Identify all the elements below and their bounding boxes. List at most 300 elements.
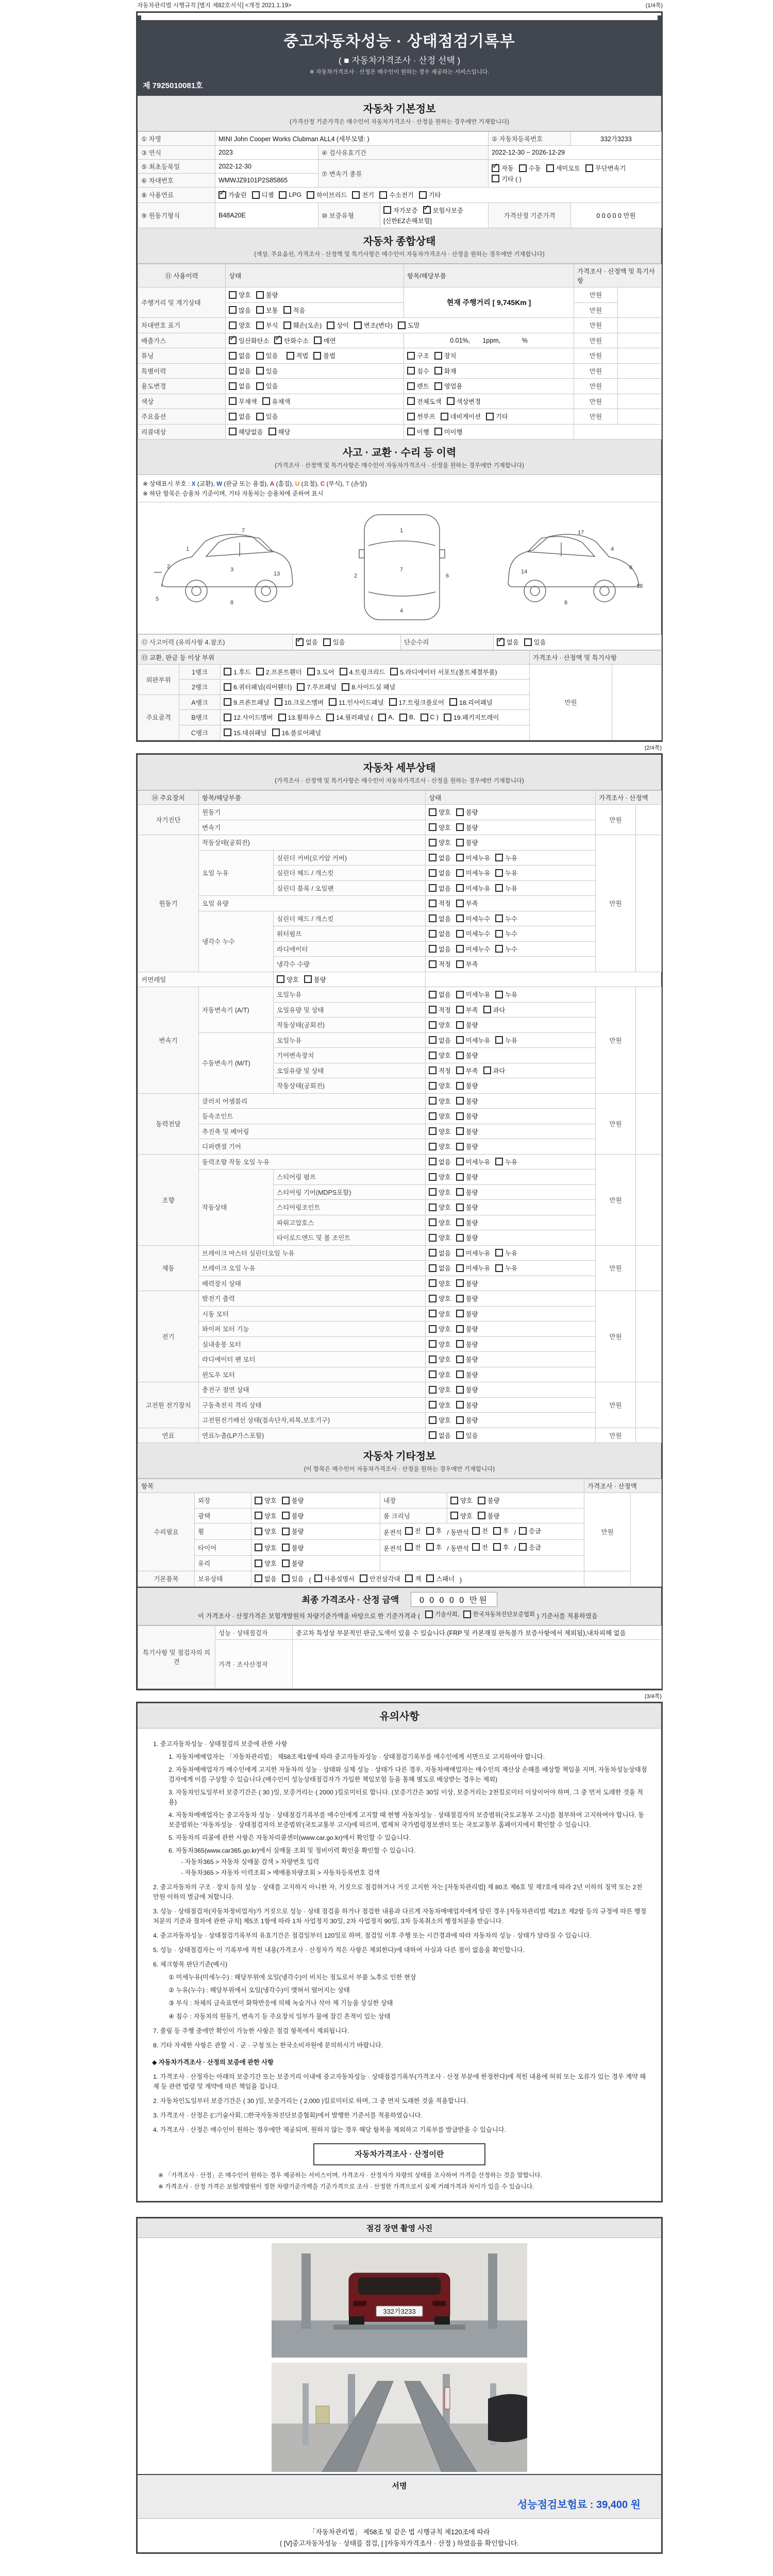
checkbox-option[interactable] <box>456 959 478 969</box>
checkbox-option[interactable] <box>229 381 251 391</box>
checkbox-option[interactable] <box>405 1543 421 1552</box>
checkbox-option[interactable] <box>495 990 517 999</box>
checkbox-option[interactable] <box>429 929 451 938</box>
checkbox-option[interactable] <box>429 1233 451 1242</box>
checkbox-option[interactable] <box>229 351 251 360</box>
table-cell: 색상 <box>138 394 226 409</box>
checkbox-option[interactable] <box>389 698 444 707</box>
checkbox-option[interactable] <box>429 899 451 908</box>
checkbox-option[interactable] <box>429 1172 451 1181</box>
checkbox-option[interactable] <box>277 975 299 984</box>
checkbox-option[interactable] <box>429 1081 451 1090</box>
notice-line: 5. 자동차의 리콜에 관한 사항은 자동차리콜센터(www.car.go.kr)에서 확인할 수 있습니다. <box>169 1834 411 1841</box>
table-cell: ⑭ 주요장치 <box>138 791 199 805</box>
checkbox-option[interactable] <box>256 290 278 299</box>
checkbox-option[interactable] <box>399 714 415 721</box>
unchecked-checkbox-icon <box>434 382 442 390</box>
table-cell: 배력장치 상태 <box>199 1276 426 1291</box>
checkbox-option[interactable] <box>456 899 478 908</box>
checkbox-option[interactable] <box>456 1081 478 1090</box>
svg-text:6: 6 <box>629 565 633 571</box>
notice-line: 6. 체크항목 판단기준(예시) <box>153 1961 228 1969</box>
checkbox-option[interactable] <box>282 1543 304 1552</box>
checkbox-label: 미이행 <box>444 428 463 436</box>
checkbox-cell <box>226 394 404 409</box>
unchecked-checkbox-icon <box>360 1574 367 1582</box>
unchecked-checkbox-icon <box>224 728 231 736</box>
checkbox-option[interactable] <box>275 698 324 707</box>
checkbox-option[interactable] <box>478 1511 500 1520</box>
checkbox-option[interactable] <box>252 190 274 199</box>
checkbox-option[interactable] <box>255 1496 277 1505</box>
checkbox-option[interactable] <box>256 667 302 676</box>
unchecked-checkbox-icon <box>456 1234 464 1242</box>
checkbox-option[interactable] <box>256 320 278 330</box>
checkbox-option[interactable] <box>383 206 418 215</box>
checkbox-option[interactable] <box>456 1279 478 1288</box>
overall-state-table <box>138 264 662 439</box>
checkbox-option[interactable] <box>456 1309 478 1318</box>
table-cell: B랭크 <box>179 710 221 725</box>
unchecked-checkbox-icon <box>282 1528 290 1535</box>
checkbox-option[interactable] <box>456 1400 478 1410</box>
notice-line: 2. 중고자동차의 구조 · 장치 등의 성능 · 상태를 고지하지 아니한 자, 거짓으로 점검하거나 거짓 고지한 자는 [자동차관리법] 제 80조 제6호 및 제7호에 따라 2년 이하의 징역 또는 2천만원 이하의 벌금에 처합니다. <box>153 1884 643 1901</box>
checkbox-option[interactable] <box>262 397 291 406</box>
checkbox-option[interactable] <box>390 667 497 676</box>
checkbox-option[interactable] <box>447 397 481 406</box>
checkbox-option[interactable] <box>429 990 451 999</box>
checkbox-option[interactable] <box>314 1574 355 1583</box>
checkbox-option[interactable] <box>456 1324 478 1333</box>
table-cell: 클러치 어셈블리 <box>199 1093 426 1109</box>
checkbox-label: 7.루프패널 <box>307 684 337 691</box>
checkbox-option[interactable] <box>450 1511 473 1520</box>
checkbox-option[interactable] <box>256 381 278 391</box>
checkbox-option[interactable] <box>456 868 491 877</box>
checkbox-option[interactable] <box>456 1263 491 1273</box>
table-cell: ④ 검사유효기간 <box>318 146 489 160</box>
checkbox-option[interactable] <box>429 868 451 877</box>
checkbox-option[interactable] <box>429 1431 451 1440</box>
checkbox-option[interactable] <box>326 713 373 722</box>
checkbox-option[interactable] <box>278 713 322 722</box>
checkbox-option[interactable] <box>429 1111 451 1121</box>
table-cell: 원동기 <box>138 835 199 972</box>
checkbox-option[interactable] <box>456 1233 478 1242</box>
checkbox-option[interactable] <box>492 163 514 173</box>
checkbox-option[interactable] <box>429 1127 451 1136</box>
checkbox-option[interactable] <box>282 1574 304 1583</box>
checkbox-option[interactable] <box>256 351 278 360</box>
checkbox-option[interactable] <box>434 381 463 391</box>
checkbox-option[interactable] <box>272 728 322 737</box>
checkbox-option[interactable] <box>434 366 457 376</box>
checkbox-option[interactable] <box>429 1066 451 1075</box>
checkbox-option[interactable] <box>456 1142 478 1151</box>
unchecked-checkbox-icon <box>307 668 315 675</box>
checkbox-option[interactable] <box>585 163 626 173</box>
unchecked-checkbox-icon <box>429 1279 436 1287</box>
checkbox-label: 양호 <box>439 1401 451 1409</box>
checkbox-option[interactable] <box>405 1526 421 1535</box>
checkbox-option[interactable] <box>444 713 499 722</box>
checkbox-option[interactable] <box>495 1263 517 1273</box>
checkbox-label: 부족 <box>465 961 478 968</box>
table-cell: 시동 모터 <box>199 1306 426 1321</box>
checkbox-label: 적음 <box>293 307 306 314</box>
checkbox-label: 없음 <box>306 639 318 646</box>
checkbox-option[interactable] <box>493 1543 509 1552</box>
checkbox-label: 있음 <box>533 639 546 646</box>
checkbox-option[interactable] <box>342 682 395 691</box>
checkbox-option[interactable] <box>256 366 278 376</box>
checkbox-option[interactable] <box>456 1066 478 1075</box>
checkbox-option[interactable] <box>282 1496 304 1505</box>
checkbox-option[interactable] <box>429 1157 451 1166</box>
unchecked-checkbox-icon <box>456 1340 464 1348</box>
checkbox-option[interactable] <box>456 838 478 847</box>
checkbox-option[interactable] <box>472 1543 488 1552</box>
checkbox-option[interactable] <box>456 914 491 923</box>
checkbox-option[interactable] <box>456 1431 478 1440</box>
checkbox-option[interactable] <box>456 929 491 938</box>
checkbox-option[interactable] <box>314 336 336 345</box>
checkbox-option[interactable] <box>472 1526 488 1535</box>
svg-text:7: 7 <box>242 528 245 534</box>
checkbox-option[interactable] <box>255 1574 277 1583</box>
engine-type-value: B48A20E <box>215 202 318 228</box>
checkbox-option[interactable] <box>429 1202 451 1212</box>
checkbox-label: 안전삼각대 <box>369 1575 400 1583</box>
checkbox-option[interactable] <box>327 320 349 330</box>
svg-text:5: 5 <box>156 596 159 602</box>
checkbox-label: 12.사이드멤버 <box>233 714 273 721</box>
checkbox-label: 양호 <box>239 292 251 299</box>
checkbox-option[interactable] <box>429 1370 451 1379</box>
checkbox-option[interactable] <box>255 1511 277 1520</box>
checkbox-option[interactable] <box>307 190 347 199</box>
checkbox-option[interactable] <box>456 853 491 862</box>
checkbox-option[interactable] <box>456 1050 478 1060</box>
checkbox-cell <box>426 1184 596 1200</box>
checkbox-option[interactable] <box>519 1526 541 1535</box>
checkbox-option[interactable] <box>519 163 541 173</box>
checkbox-option[interactable] <box>407 351 429 360</box>
checkbox-label: 전 <box>481 1528 488 1535</box>
checkbox-option[interactable] <box>492 174 522 183</box>
unchecked-checkbox-icon <box>456 1127 464 1135</box>
checkbox-option[interactable] <box>434 427 463 436</box>
checkbox-option[interactable] <box>283 320 322 330</box>
checkbox-option[interactable] <box>429 1020 451 1029</box>
checkbox-option[interactable] <box>268 427 291 436</box>
checkbox-option[interactable] <box>405 1574 421 1583</box>
checkbox-option[interactable] <box>524 637 546 647</box>
checkbox-label: 탄화수소 <box>284 337 309 345</box>
checkbox-option[interactable] <box>407 397 442 406</box>
table-cell: 리콜대상 <box>138 424 226 439</box>
checkbox-label: 무단변속기 <box>595 165 626 172</box>
checkbox-option[interactable] <box>304 975 326 984</box>
checkbox-option[interactable] <box>456 1036 491 1045</box>
checkbox-option[interactable] <box>426 1526 442 1535</box>
checkbox-option[interactable] <box>429 1324 451 1333</box>
checkbox-option[interactable] <box>429 1354 451 1364</box>
checkbox-label: 침수 <box>417 367 429 375</box>
checkbox-option[interactable] <box>224 682 292 691</box>
unchecked-checkbox-icon <box>224 714 231 721</box>
checkbox-cell <box>426 1336 596 1352</box>
checkbox-option[interactable] <box>486 412 508 421</box>
checkbox-option[interactable] <box>229 427 263 436</box>
checkbox-option[interactable] <box>456 944 491 954</box>
checkbox-label: 적정 <box>439 1006 451 1014</box>
checkbox-option[interactable] <box>255 1543 277 1552</box>
checkbox-option[interactable] <box>456 1218 478 1227</box>
checkbox-option[interactable] <box>478 1496 500 1505</box>
checkbox-option[interactable] <box>429 959 451 969</box>
checkbox-option[interactable] <box>450 1496 473 1505</box>
checkbox-option[interactable] <box>456 823 478 832</box>
checkbox-option[interactable] <box>456 1370 478 1379</box>
checkbox-option[interactable] <box>229 336 269 345</box>
checkbox-option[interactable] <box>456 1294 478 1303</box>
checkbox-option[interactable] <box>224 698 270 707</box>
section-notice-header <box>138 1703 661 1728</box>
checkbox-option[interactable] <box>483 1066 506 1075</box>
checkbox-option[interactable] <box>423 206 463 215</box>
checkbox-option[interactable] <box>398 320 420 330</box>
checkbox-option[interactable] <box>483 1005 506 1014</box>
checkbox-option[interactable] <box>323 637 345 647</box>
checkbox-option[interactable] <box>229 366 251 376</box>
unchecked-checkbox-icon <box>429 1188 436 1196</box>
page-marker-2: (2/4쪽) <box>644 745 662 751</box>
checkbox-option[interactable] <box>279 191 301 199</box>
checkbox-option[interactable] <box>456 1111 478 1121</box>
checkbox-option[interactable] <box>429 1218 451 1227</box>
table-cell: 광택 <box>195 1508 251 1523</box>
table-cell: 원동기 <box>199 805 426 820</box>
table-cell <box>618 379 662 394</box>
checkbox-label: 없음 <box>439 1249 451 1257</box>
checkbox-option[interactable] <box>224 667 251 676</box>
checkbox-option[interactable] <box>519 1543 541 1552</box>
checkbox-option[interactable] <box>429 1050 451 1060</box>
checkbox-option[interactable] <box>429 1096 451 1106</box>
checkbox-option[interactable] <box>256 306 278 315</box>
checkbox-option[interactable] <box>456 1415 478 1425</box>
checkbox-option[interactable] <box>429 1400 451 1410</box>
checkbox-option[interactable] <box>426 1543 442 1552</box>
checkbox-option[interactable] <box>497 637 519 647</box>
table-cell <box>636 987 662 1094</box>
table-cell: 만원 <box>574 287 618 303</box>
checkbox-option[interactable] <box>274 336 309 345</box>
checkbox-option[interactable] <box>407 366 429 376</box>
checkbox-label: 수소전기 <box>389 192 414 199</box>
unchecked-checkbox-icon <box>456 869 464 877</box>
checkbox-option[interactable] <box>340 667 385 676</box>
checkbox-option[interactable] <box>229 290 251 299</box>
checkbox-option[interactable] <box>434 351 457 360</box>
unchecked-checkbox-icon <box>495 930 503 938</box>
checkbox-option[interactable] <box>360 1574 400 1583</box>
checkbox-label: 양호 <box>439 1234 451 1242</box>
checkbox-label: 누유 <box>505 885 518 892</box>
checkbox-option[interactable] <box>421 714 439 721</box>
unchecked-checkbox-icon <box>429 1143 436 1150</box>
checkbox-option[interactable] <box>546 163 581 173</box>
checkbox-option[interactable] <box>429 1279 451 1288</box>
checkbox-option[interactable] <box>456 990 491 999</box>
checkbox-label: 기타 <box>496 413 508 420</box>
option-text: [신한EZ손해보험] <box>383 217 432 225</box>
checkbox-option[interactable] <box>329 698 383 707</box>
unchecked-checkbox-icon <box>429 1264 436 1272</box>
checkbox-option[interactable] <box>313 351 335 360</box>
checkbox-option[interactable] <box>449 698 493 707</box>
checkbox-option[interactable] <box>229 397 257 406</box>
checkbox-label: 해당 <box>278 428 291 436</box>
checkbox-option[interactable] <box>429 884 451 893</box>
checkbox-option[interactable] <box>456 1020 478 1029</box>
unchecked-checkbox-icon <box>429 884 436 892</box>
checkbox-option[interactable] <box>407 381 429 391</box>
checkbox-option[interactable] <box>456 1127 478 1136</box>
checkbox-option[interactable] <box>354 320 393 330</box>
checkbox-option[interactable] <box>493 1526 509 1535</box>
checkbox-label: 불량 <box>465 1356 478 1363</box>
checkbox-option[interactable] <box>495 929 517 938</box>
checkbox-option[interactable] <box>378 714 394 721</box>
checkbox-option[interactable] <box>307 667 334 676</box>
checkbox-cell <box>426 1321 596 1337</box>
checkbox-option[interactable] <box>495 853 517 862</box>
checkbox-option[interactable] <box>283 306 306 315</box>
checkbox-option[interactable] <box>429 838 451 847</box>
checkbox-option[interactable] <box>429 914 451 923</box>
checkbox-option[interactable] <box>426 1574 455 1583</box>
checkbox-option[interactable] <box>456 1172 478 1181</box>
checkbox-label: 유채색 <box>272 398 291 405</box>
checkbox-option[interactable] <box>429 1142 451 1151</box>
checkbox-option[interactable] <box>229 320 251 330</box>
table-cell: 냉각수 수량 <box>274 957 426 972</box>
checkbox-option[interactable] <box>495 1036 517 1045</box>
checkbox-option[interactable] <box>297 682 337 691</box>
checkbox-option[interactable] <box>429 1005 451 1014</box>
checkbox-option[interactable] <box>456 1354 478 1364</box>
checkbox-option[interactable] <box>456 807 478 817</box>
checkbox-label: 양호 <box>439 1341 451 1348</box>
unchecked-checkbox-icon <box>472 1543 480 1551</box>
unchecked-checkbox-icon <box>255 1574 262 1582</box>
checkbox-cell <box>426 1352 596 1367</box>
checkbox-label: 양호 <box>439 1082 451 1090</box>
car-rear-right-view <box>508 534 639 602</box>
checkbox-option[interactable] <box>429 1294 451 1303</box>
checkbox-option[interactable] <box>456 1005 478 1014</box>
checkbox-option[interactable] <box>456 1188 478 1197</box>
checkbox-option[interactable] <box>256 412 278 421</box>
table-cell: 스티어링조인트 <box>274 1200 426 1215</box>
checkbox-option[interactable] <box>429 1309 451 1318</box>
checkbox-option[interactable] <box>456 884 491 893</box>
checkbox-option[interactable] <box>429 944 451 954</box>
checkbox-option[interactable] <box>429 823 451 832</box>
checkbox-option[interactable] <box>495 1248 517 1258</box>
checkbox-label: 양호 <box>439 839 451 846</box>
checkbox-option[interactable] <box>456 1248 491 1258</box>
checkbox-option[interactable] <box>379 190 414 199</box>
checkbox-option[interactable] <box>287 351 309 360</box>
checkbox-option[interactable] <box>255 1527 277 1536</box>
checkbox-label: 누유 <box>505 1249 518 1257</box>
checkbox-option[interactable] <box>495 884 517 893</box>
checkbox-option[interactable] <box>429 1248 451 1258</box>
checkbox-option[interactable] <box>219 190 247 199</box>
checkbox-option[interactable] <box>495 944 517 954</box>
checkbox-option[interactable] <box>282 1558 304 1568</box>
checkbox-option[interactable] <box>224 728 267 737</box>
checkbox-option[interactable] <box>419 190 441 199</box>
checkbox-option[interactable] <box>407 412 435 421</box>
checkbox-label: 불량 <box>465 1219 478 1227</box>
checkbox-label: 네비게이션 <box>450 413 481 420</box>
checkbox-option[interactable] <box>296 637 318 647</box>
checkbox-option[interactable] <box>456 1385 478 1394</box>
checkbox-option[interactable] <box>429 1188 451 1197</box>
checkbox-option[interactable] <box>441 412 481 421</box>
checkbox-option[interactable] <box>425 1610 459 1618</box>
table-cell: 만원 <box>574 394 618 409</box>
table-cell: 라디에이터 팬 모터 <box>199 1352 426 1367</box>
checkbox-option[interactable] <box>429 807 451 817</box>
checkbox-option[interactable] <box>495 1157 517 1166</box>
checkbox-option[interactable] <box>282 1527 304 1536</box>
checkbox-option[interactable] <box>429 1340 451 1349</box>
checkbox-option[interactable] <box>429 1263 451 1273</box>
checkbox-option[interactable] <box>255 1558 277 1568</box>
checkbox-option[interactable] <box>456 1096 478 1106</box>
checkbox-cell <box>226 424 404 439</box>
checkbox-option[interactable] <box>429 853 451 862</box>
checkbox-option[interactable] <box>229 412 251 421</box>
checkbox-option[interactable] <box>352 190 374 199</box>
checkbox-option[interactable] <box>282 1511 304 1520</box>
unchecked-checkbox-icon <box>283 306 291 314</box>
checkbox-option[interactable] <box>429 1036 451 1045</box>
section-detail-header <box>138 755 661 790</box>
checkbox-option[interactable] <box>224 713 273 722</box>
checkbox-option[interactable] <box>229 306 251 315</box>
table-cell <box>618 318 662 333</box>
checkbox-option[interactable] <box>456 1340 478 1349</box>
checkbox-option[interactable] <box>463 1610 535 1618</box>
checkbox-option[interactable] <box>429 1415 451 1425</box>
checkbox-option[interactable] <box>456 1157 491 1166</box>
checkbox-option[interactable] <box>429 1385 451 1394</box>
table-cell: 튜닝 <box>138 348 226 364</box>
checkbox-option[interactable] <box>456 1202 478 1212</box>
table-cell: 항목 <box>138 1479 584 1493</box>
checkbox-cell <box>426 926 596 942</box>
checkbox-option[interactable] <box>495 868 517 877</box>
damage-code-label: (판금 또는 용접), <box>222 480 270 487</box>
checkbox-option[interactable] <box>407 427 429 436</box>
checkbox-option[interactable] <box>495 914 517 923</box>
